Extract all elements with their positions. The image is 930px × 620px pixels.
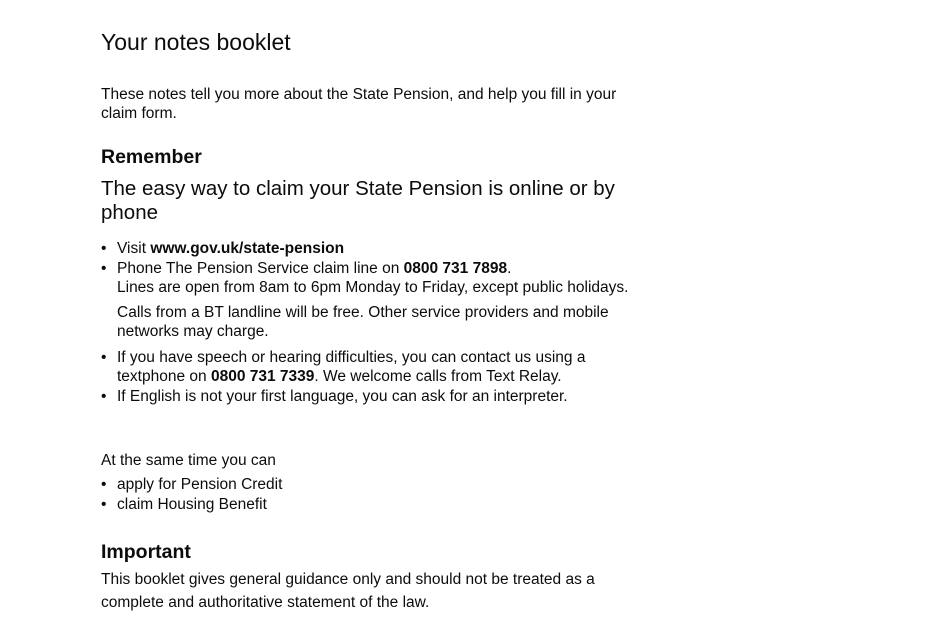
list-item bbox=[101, 495, 631, 515]
list-item-textphone bbox=[101, 348, 631, 387]
claim-online-or-phone-subheading: The easy way to claim your State Pension is online or by phone bbox=[101, 177, 615, 224]
bullet-icon: • bbox=[101, 259, 107, 277]
state-pension-link[interactable]: www.gov.uk/state-pension bbox=[150, 240, 345, 257]
interpreter-text: If English is not your first language, you can ask for an interpreter. bbox=[117, 387, 568, 405]
bullet-icon: • bbox=[101, 476, 107, 493]
textphone-suffix: . We welcome calls from Text Relay. bbox=[314, 368, 562, 385]
list-item-visit-website bbox=[101, 239, 631, 259]
list-item-phone bbox=[101, 259, 631, 342]
also-item-pension-credit: apply for Pension Credit bbox=[117, 476, 283, 493]
bullet-icon: • bbox=[101, 348, 107, 366]
page-title: Your notes booklet bbox=[101, 29, 291, 55]
bullet-icon: • bbox=[101, 240, 107, 257]
also-intro: At the same time you can bbox=[101, 452, 276, 469]
contact-methods-list bbox=[101, 239, 631, 406]
textphone-number: 0800 731 7339 bbox=[210, 368, 315, 385]
textphone-prefix: If you have speech or hearing difficulties, you can contact us using a textphone on bbox=[117, 348, 586, 385]
also-list bbox=[101, 475, 631, 514]
bullet-icon: • bbox=[101, 387, 107, 405]
important-heading: Important bbox=[101, 541, 191, 563]
list-item-interpreter bbox=[101, 387, 631, 407]
call-charges-note: Calls from a BT landline will be free. Other service providers and mobile networks may charge. bbox=[117, 303, 609, 340]
remember-heading: Remember bbox=[101, 146, 202, 168]
phone-suffix: . bbox=[507, 259, 512, 277]
list-item bbox=[101, 475, 631, 495]
phone-hours: Lines are open from 8am to 6pm Monday to Friday, except public holidays. bbox=[117, 279, 629, 296]
claim-line-number: 0800 731 7898 bbox=[403, 259, 508, 277]
phone-prefix: Phone The Pension Service claim line on bbox=[117, 259, 404, 277]
also-item-housing-benefit: claim Housing Benefit bbox=[117, 495, 267, 513]
bullet-icon: • bbox=[101, 495, 107, 513]
intro-paragraph: These notes tell you more about the State Pension, and help you fill in your claim form. bbox=[101, 86, 617, 122]
visit-prefix: Visit bbox=[117, 240, 151, 257]
important-paragraph: This booklet gives general guidance only and should not be treated as a complete and authoritative statement of the law. bbox=[101, 571, 595, 611]
